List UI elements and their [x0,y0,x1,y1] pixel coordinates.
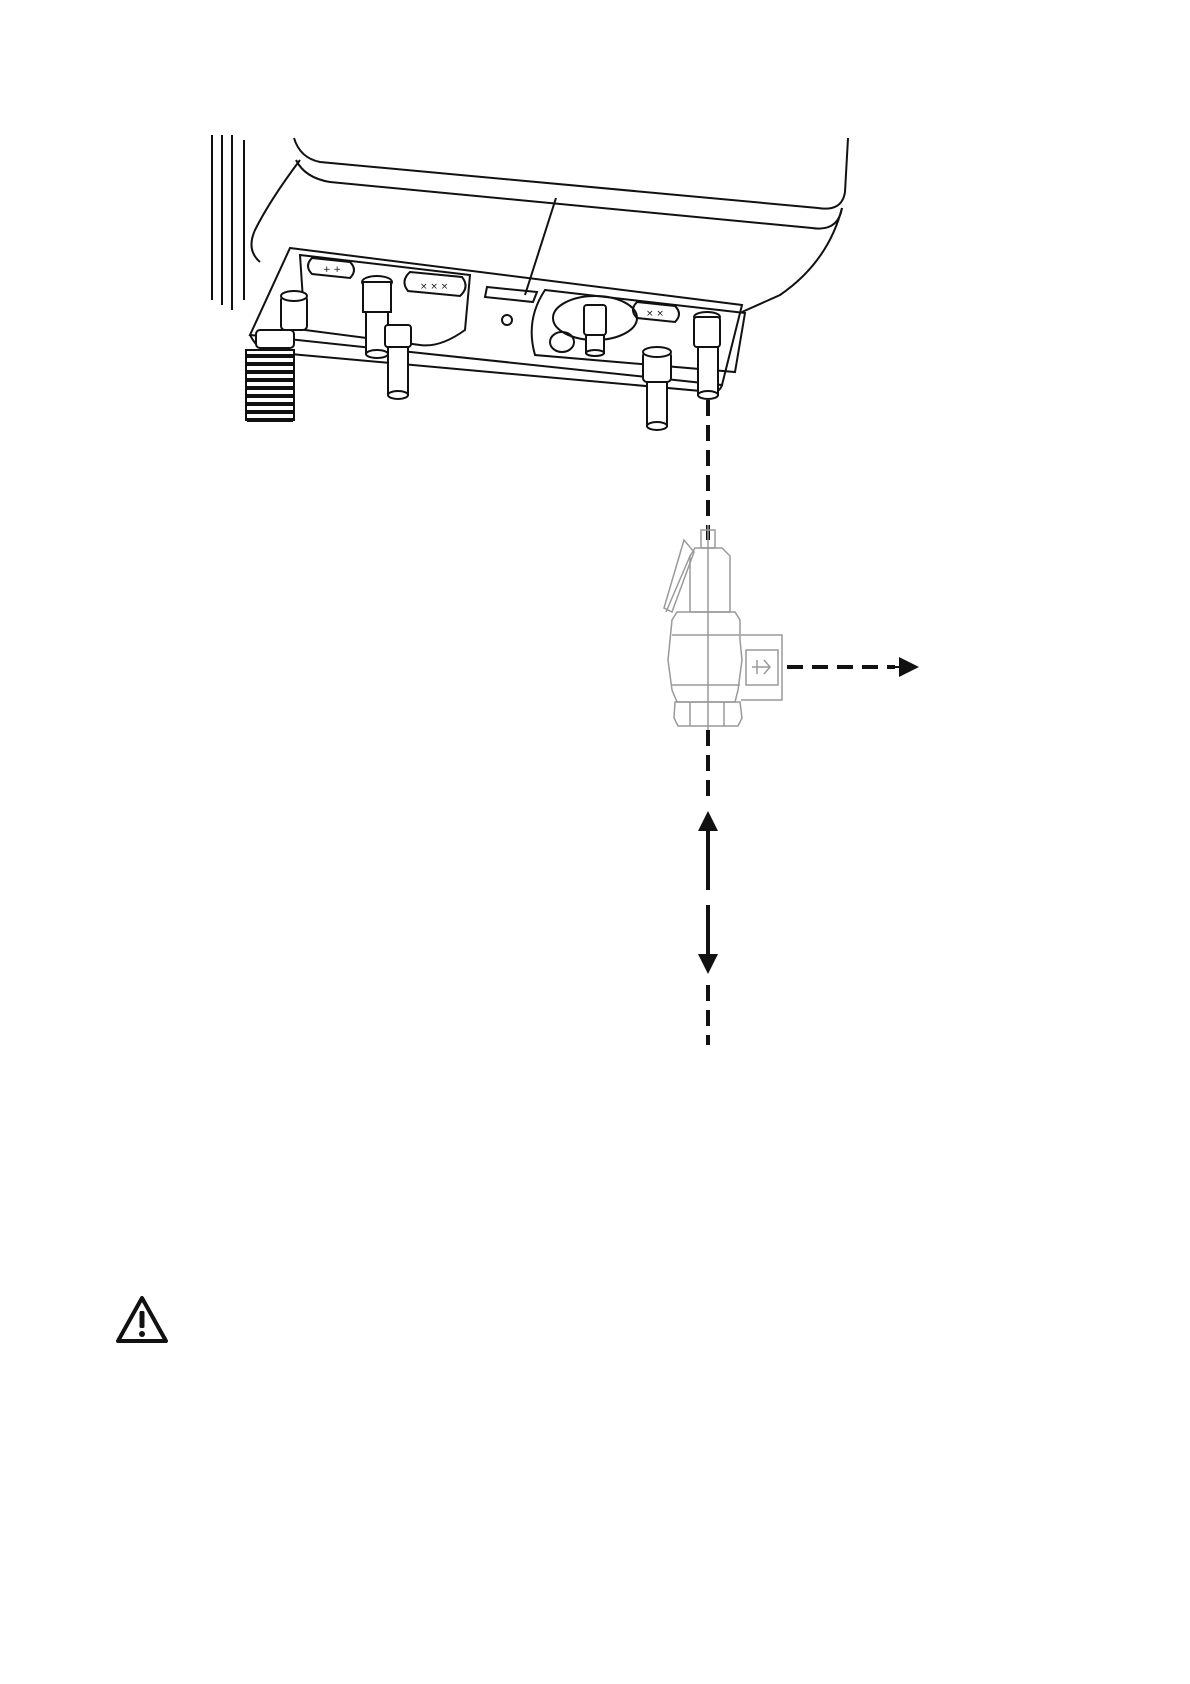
svg-text:× × ×: × × × [420,282,449,292]
boiler-unit [212,135,848,392]
svg-text:× ×: × × [646,309,664,319]
pipe-fittings [246,276,720,430]
flexible-hose [247,356,293,420]
pressure-relief-valve [664,525,782,740]
svg-text:+ +: + + [323,265,341,275]
warning-triangle-icon [115,1295,169,1345]
